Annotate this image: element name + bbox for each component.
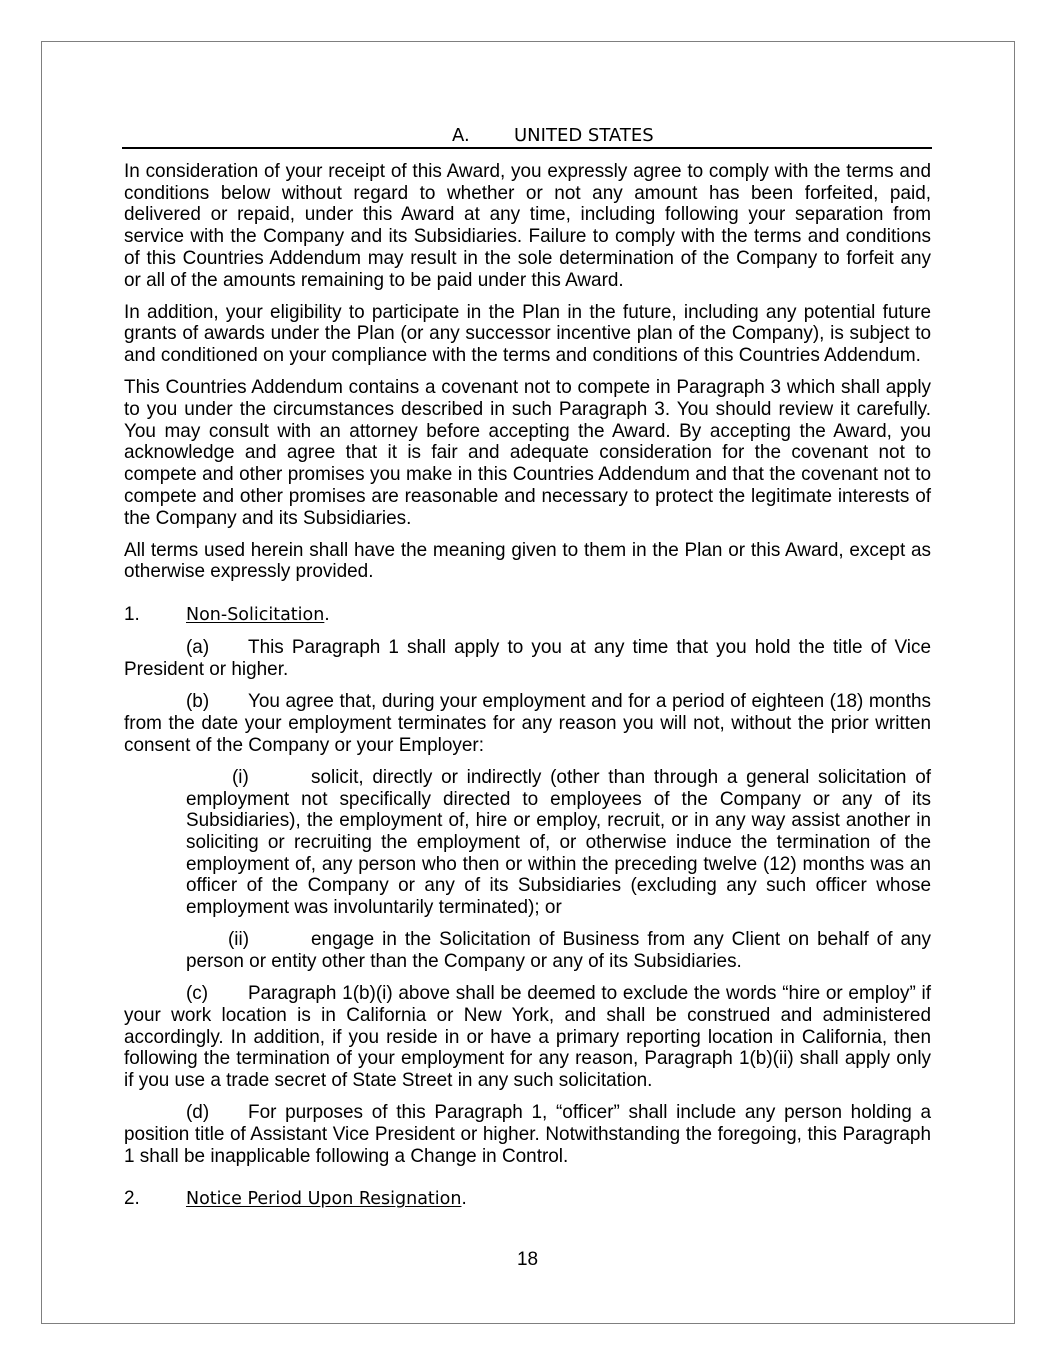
subparagraph-c <box>124 983 931 1092</box>
intro-paragraph: This Countries Addendum contains a covenant not to compete in Paragraph 3 which shall apply to you under the circumstances described in such Paragraph 3. You should review it carefully. You may consult with an attorney before accepting the Award. By accepting the Award, you acknowledge and agree that it is fair and adequate consideration for the covenant not to compete and other promises you make in this Countries Addendum and that the covenant not to compete and other promises are reasonable and necessary to protect the legitimate interests of the Company and its Subsidiaries. <box>124 377 931 529</box>
subparagraph-text: For purposes of this Paragraph 1, “officer” shall include any person holding a position title of Assistant Vice President or higher. Notwithstanding the foregoing, this Paragraph 1 shall be inapplicable following a Change in Control. <box>124 1102 931 1167</box>
clause-ii <box>186 929 931 972</box>
section-number: 2. <box>124 1188 140 1210</box>
clause-text: engage in the Solicitation of Business from any Client on behalf of any person or entity other than the Company or any of its Subsidiaries. <box>186 929 931 972</box>
intro-paragraph: All terms used herein shall have the meaning given to them in the Plan or this Award, except as otherwise expressly provided. <box>124 539 931 583</box>
intro-paragraph: In addition, your eligibility to participate in the Plan in the future, including any potential future grants of awards under the Plan (or any successor incentive plan of the Company), is subject to and conditioned on your compliance with the terms and conditions of this Countries Addendum. <box>124 301 931 367</box>
section-number: 1. <box>124 604 140 626</box>
subparagraph-text: Paragraph 1(b)(i) above shall be deemed to exclude the words “hire or employ” if your work location is in California or New York, and shall be construed and administered accordingly. In addition, if you reside in or have a primary reporting location in California, then following the termination of your employment for any reason, Paragraph 1(b)(ii) shall apply only if you use a trade secret of State Street in any such solicitation. <box>124 983 931 1092</box>
subparagraph-b <box>124 691 931 756</box>
page-number: 18 <box>516 1249 539 1270</box>
clause-label: (i) <box>232 766 249 788</box>
section-heading <box>122 125 932 149</box>
subparagraph-label: (d) <box>186 1102 210 1124</box>
subparagraph-text: You agree that, during your employment and for a period of eighteen (18) months from the date your employment terminates for any reason you will not, without the prior written consent of the Company or your Employer: <box>124 691 931 756</box>
clause-label: (ii) <box>228 929 250 951</box>
subparagraph-label: (b) <box>186 691 210 713</box>
section-2-heading <box>124 1188 931 1211</box>
subparagraph-a <box>124 637 931 680</box>
section-title-punct: . <box>461 1188 467 1210</box>
intro-paragraph: In consideration of your receipt of this Award, you expressly agree to comply with the terms and conditions below without regard to whether or not any amount has been forfeited, paid, delivered or repaid, under this Award at any time, including following your separation from service with the Company and its Subsidiaries. Failure to comply with the terms and conditions of this Countries Addendum may result in the sole determination of the Company to forfeit any or all of the amounts remaining to be paid under this Award. <box>124 161 931 291</box>
clause-text: solicit, directly or indirectly (other than through a general solicitation of employment not specifically directed to employees of the Company or any of its Subsidiaries), the employment of, hire or employ, recruit, or in any way assist another in soliciting or recruiting the employment of, or otherwise induce the termination of the employment of, any person who then or within the preceding twelve (12) months was an officer of the Company or any of its Subsidiaries (excluding any such officer whose employment was involuntarily terminated); or <box>186 766 931 919</box>
subparagraph-label: (a) <box>186 637 210 659</box>
section-letter: A. <box>452 125 470 146</box>
document-body <box>124 161 931 1222</box>
clause-i <box>186 767 931 919</box>
subparagraph-label: (c) <box>186 983 209 1005</box>
section-1-title: Non-Solicitation <box>186 605 325 626</box>
subparagraph-d <box>124 1102 931 1167</box>
section-title: UNITED STATES <box>514 125 654 146</box>
subparagraph-text: This Paragraph 1 shall apply to you at any time that you hold the title of Vice President or higher. <box>124 637 931 681</box>
section-2-title: Notice Period Upon Resignation <box>186 1189 462 1210</box>
section-1-heading <box>124 604 931 627</box>
section-title-punct: . <box>324 604 330 626</box>
